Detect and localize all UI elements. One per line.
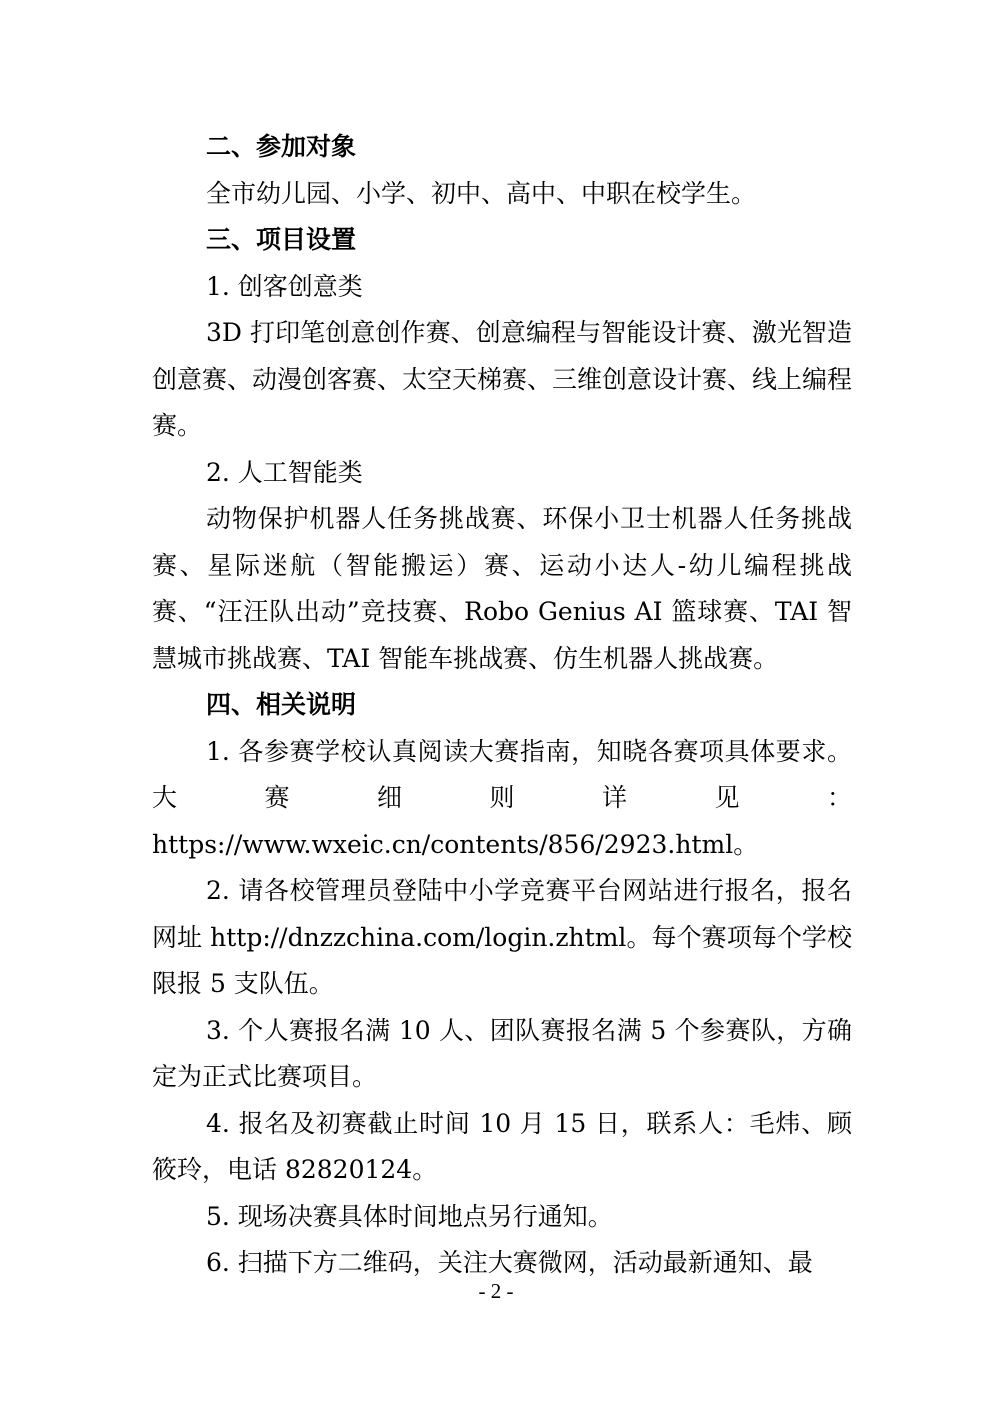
category-text-maker: 3D 打印笔创意创作赛、创意编程与智能设计赛、激光智造创意赛、动漫创客赛、太空天梯赛、三维创意设计赛、线上编程赛。 <box>152 318 853 440</box>
note-item: 6. 扫描下方二维码，关注大赛微网，活动最新通知、最 <box>206 1248 813 1277</box>
section-heading-notes: 四、相关说明 <box>206 690 357 719</box>
category-text-ai: 动物保护机器人任务挑战赛、环保小卫士机器人任务挑战赛、星际迷航（智能搬运）赛、运动小达人-幼儿编程挑战赛、“汪汪队出动”竞技赛、Robo Genius AI 篮球赛、TAI 智慧城市挑战赛、TAI 智能车挑战赛、仿生机器人挑战赛。 <box>152 504 852 673</box>
section-heading-participants: 二、参加对象 <box>206 132 357 161</box>
participants-text: 全市幼儿园、小学、初中、高中、中职在校学生。 <box>206 178 757 208</box>
note-item: 1. 各参赛学校认真阅读大赛指南，知晓各赛项具体要求。大赛细则详见：https://www.wxeic.cn/contents/856/2923.html。 <box>152 736 852 859</box>
category-title-ai: 2. 人工智能类 <box>206 457 363 487</box>
note-item: 2. 请各校管理员登陆中小学竞赛平台网站进行报名，报名网址 http://dnzzchina.com/login.zhtml。每个赛项每个学校限报 5 支队伍。 <box>152 876 852 998</box>
page-number: - 2 - <box>478 1279 514 1303</box>
note-item: 4. 报名及初赛截止时间 10 月 15 日，联系人：毛炜、顾筱玲，电话 82820124。 <box>152 1108 852 1184</box>
note-item: 5. 现场决赛具体时间地点另行通知。 <box>206 1201 613 1231</box>
category-title-maker: 1. 创客创意类 <box>206 271 363 301</box>
document-body <box>152 124 852 1287</box>
note-item: 3. 个人赛报名满 10 人、团队赛报名满 5 个参赛队，方确定为正式比赛项目。 <box>152 1015 852 1091</box>
section-heading-projects: 三、项目设置 <box>206 225 357 254</box>
